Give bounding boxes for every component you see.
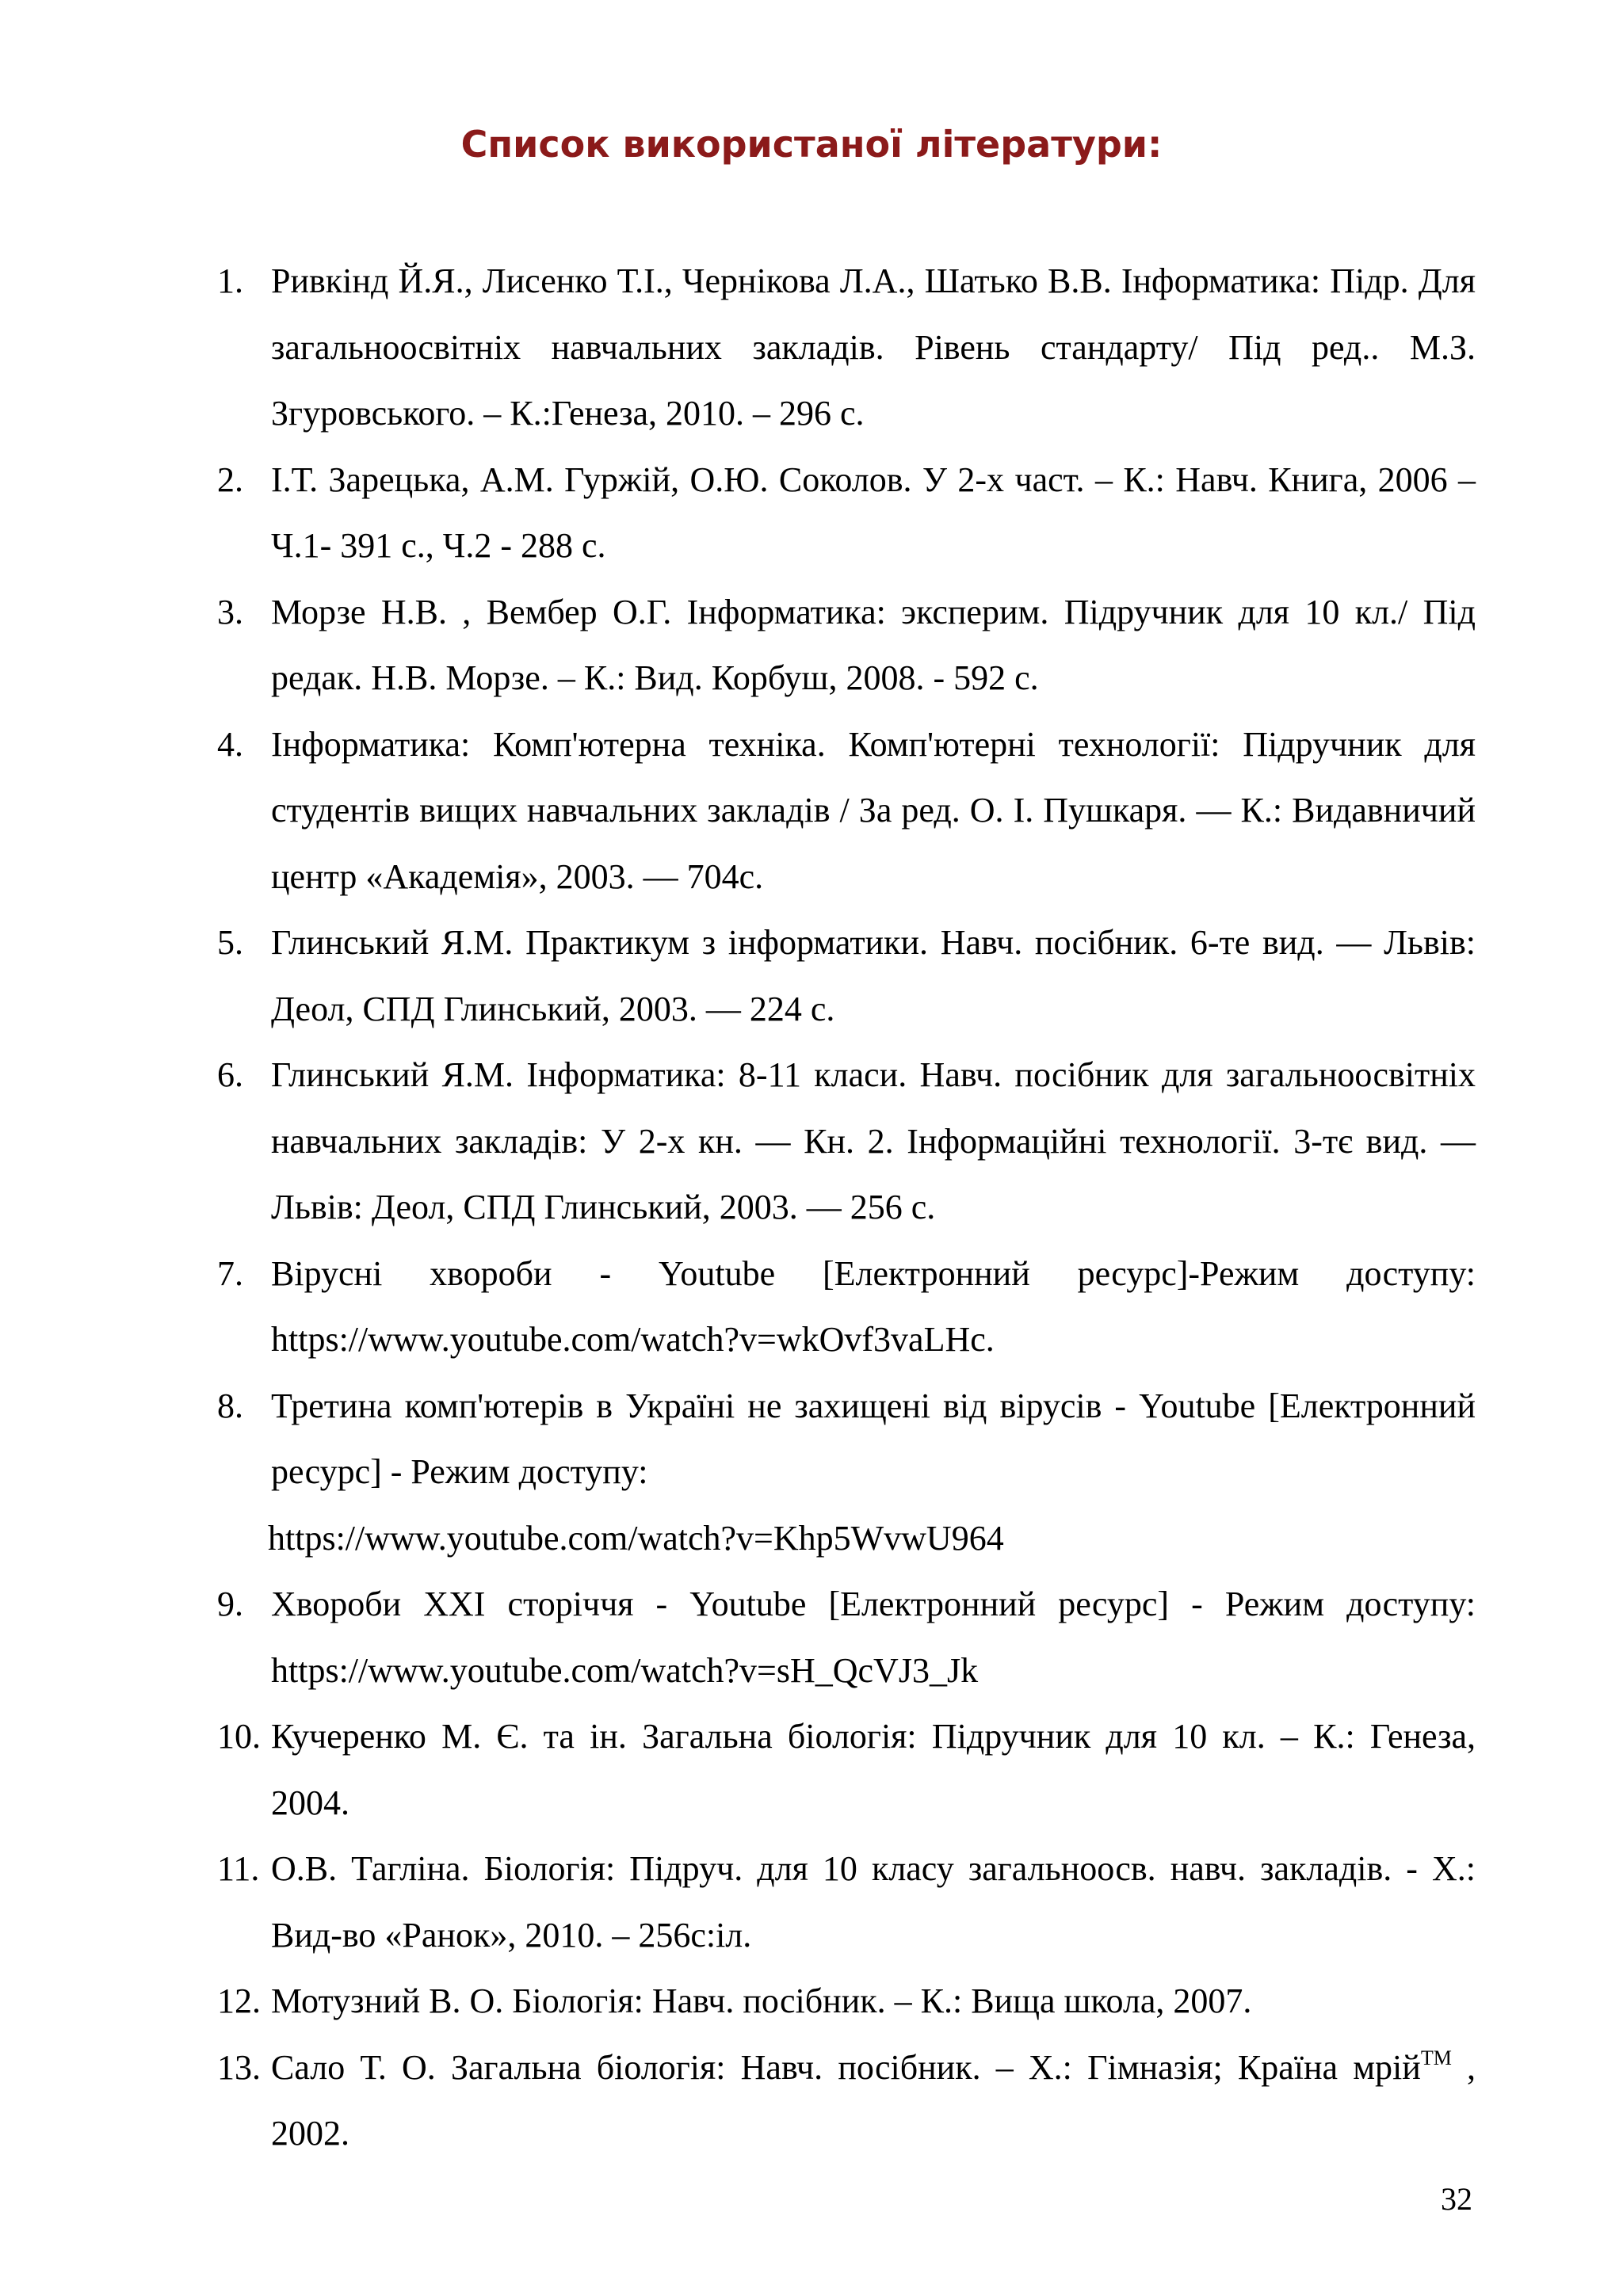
reference-number: 11. [217, 1849, 260, 1888]
reference-number: 8. [217, 1386, 243, 1425]
reference-item [217, 1241, 1476, 1373]
reference-text: І.Т. Зарецька, А.М. Гуржій, О.Ю. Соколов. У 2-х част. – К.: Навч. Книга, 2006 – Ч.1- 391 с., Ч.2 - 288 с. [271, 460, 1476, 565]
reference-item [217, 711, 1476, 910]
reference-item [217, 1703, 1476, 1836]
reference-item [217, 1571, 1476, 1703]
reference-number: 5. [217, 923, 243, 962]
reference-text: О.В. Тагліна. Біологія: Підруч. для 10 класу загальноосв. навч. закладів. - Х.: Вид-во «Ранок», 2010. – 256с:іл. [271, 1849, 1476, 1955]
reference-number: 1. [217, 261, 243, 300]
reference-text: Морзе Н.В. , Вембер О.Г. Інформатика: эксперим. Підручник для 10 кл./ Під редак. Н.В. Морзе. – К.: Вид. Корбуш, 2008. - 592 с. [271, 592, 1476, 697]
reference-text: Сало Т. О. Загальна біологія: Навч. посібник. – Х.: Гімназія; Країна мрій [271, 2047, 1421, 2087]
reference-item [217, 248, 1476, 447]
reference-number: 2. [217, 460, 243, 499]
page-title: Список використаної літератури: [460, 123, 1163, 166]
reference-item [217, 579, 1476, 711]
reference-text: Хвороби XXI сторіччя - Youtube [Електронний ресурс] - Режим доступу: https://www.youtube.com/watch?v=sH_QcVJ3_Jk [271, 1585, 1476, 1690]
reference-item [217, 1968, 1476, 2035]
reference-number: 12. [217, 1981, 261, 2020]
reference-item [217, 447, 1476, 579]
trademark-superscript: TM [1420, 2046, 1452, 2069]
reference-number: 4. [217, 724, 243, 764]
reference-text: Мотузний В. О. Біологія: Навч. посібник. – К.: Вища школа, 2007. [271, 1981, 1252, 2020]
reference-number: 7. [217, 1253, 243, 1293]
reference-number: 3. [217, 592, 243, 631]
reference-number: 9. [217, 1585, 243, 1623]
reference-url[interactable]: https://www.youtube.com/watch?v=Khp5WvwU964 [268, 1518, 1004, 1558]
reference-item [217, 2035, 1476, 2167]
page-number: 32 [1441, 2181, 1472, 2217]
reference-text: Інформатика: Комп'ютерна техніка. Комп'ютерні технології: Підручник для студентів вищих навчальних закладів / За ред. О. І. Пушкаря. — К.: Видавничий центр «Академія», 2003. — 704с. [271, 724, 1476, 896]
reference-text: Вірусні хвороби - Youtube [Електронний ресурс]-Режим доступу: https://www.youtube.com/watch?v=wkOvf3vaLHc. [271, 1253, 1476, 1359]
reference-number: 10. [217, 1717, 261, 1756]
reference-text: Ривкінд Й.Я., Лисенко Т.І., Чернікова Л.А., Шатько В.В. Інформатика: Підр. Для загальноосвітніх навчальних закладів. Рівень стандарту/ Під ред.. М.З. Згуровського. – К.:Генеза, 2010. – 296 с. [271, 261, 1476, 433]
reference-text: Глинський Я.М. Інформатика: 8-11 класи. Навч. посібник для загальноосвітніх навчальних закладів: У 2-х кн. — Кн. 2. Інформаційні технології. 3-тє вид. — Львів: Деол, СПД Глинський, 2003. — 256 с. [271, 1055, 1476, 1226]
reference-number: 6. [217, 1055, 243, 1094]
reference-list [217, 248, 1476, 2167]
reference-text: Третина комп'ютерів в Україні не захищені від вірусів - Youtube [Електронний ресурс] - Режим доступу: [271, 1386, 1476, 1491]
reference-number: 13. [217, 2047, 261, 2087]
reference-item [217, 1836, 1476, 1968]
reference-item [217, 1373, 1476, 1572]
reference-item [217, 1042, 1476, 1241]
reference-item [217, 910, 1476, 1042]
reference-text: Кучеренко М. Є. та ін. Загальна біологія: Підручник для 10 кл. – К.: Генеза, 2004. [271, 1717, 1476, 1822]
reference-text: Глинський Я.М. Практикум з інформатики. Навч. посібник. 6-те вид. — Львів: Деол, СПД Глинський, 2003. — 224 с. [271, 923, 1476, 1028]
reference-text-after: , 2002. [271, 2047, 1476, 2153]
